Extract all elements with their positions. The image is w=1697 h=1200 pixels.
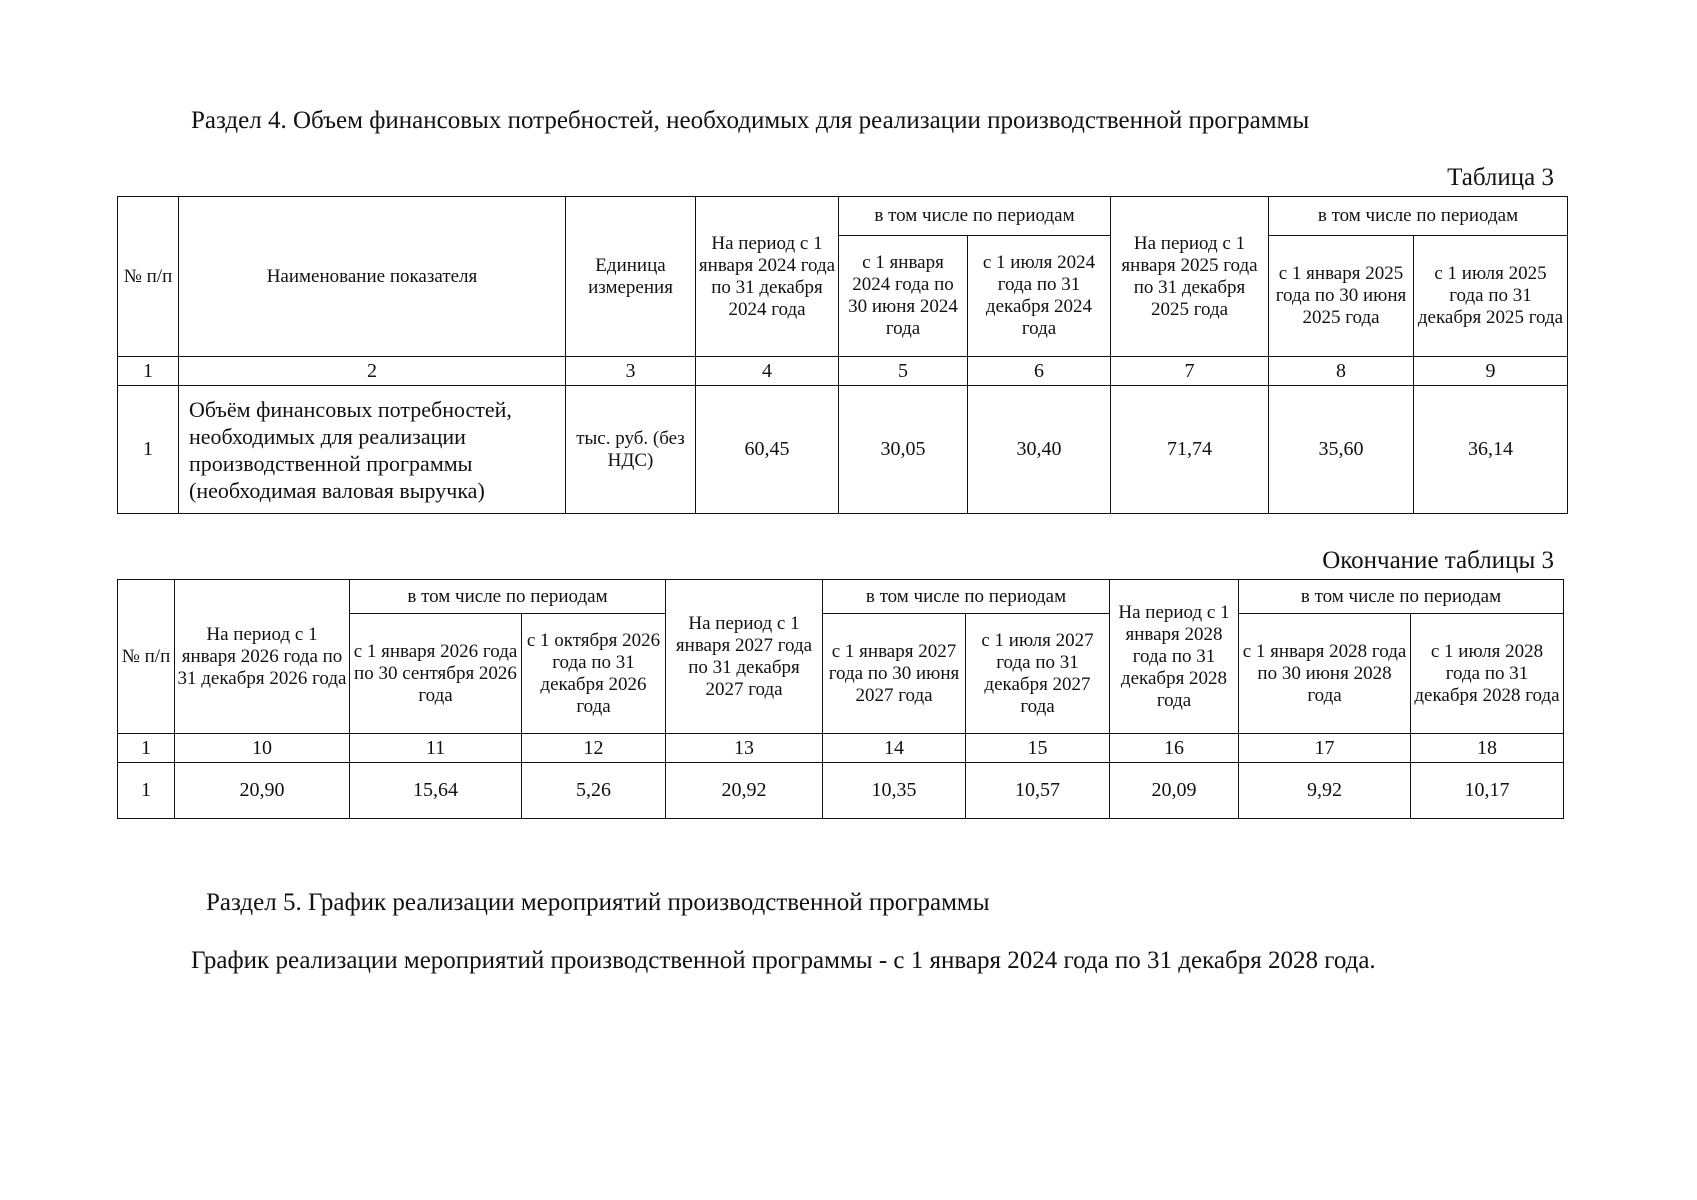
column-number: 8 xyxy=(1269,357,1414,386)
value-2025-h2: 36,14 xyxy=(1414,386,1568,514)
column-number: 1 xyxy=(118,357,179,386)
header-2026-a: с 1 января 2026 года по 30 сентября 2026 года xyxy=(350,614,522,734)
row-number: 1 xyxy=(118,763,175,819)
header-2027-a: с 1 января 2027 года по 30 июня 2027 года xyxy=(823,614,966,734)
value-2028-b: 10,17 xyxy=(1411,763,1564,819)
value-2024-h2: 30,40 xyxy=(968,386,1111,514)
header-num: № п/п xyxy=(118,580,175,734)
row-number: 1 xyxy=(118,386,179,514)
column-number: 9 xyxy=(1414,357,1568,386)
value-2025: 71,74 xyxy=(1111,386,1269,514)
header-2024-h1: с 1 января 2024 года по 30 июня 2024 года xyxy=(839,236,968,357)
value-2026-b: 5,26 xyxy=(522,763,666,819)
column-number: 3 xyxy=(566,357,696,386)
section5-title: Раздел 5. График реализации мероприятий производственной программы xyxy=(206,889,990,916)
column-number: 12 xyxy=(522,734,666,763)
table3-caption: Таблица 3 xyxy=(1447,164,1554,191)
column-number: 18 xyxy=(1411,734,1564,763)
column-number: 15 xyxy=(966,734,1110,763)
header-2027-b: с 1 июля 2027 года по 31 декабря 2027 года xyxy=(966,614,1110,734)
header-name: Наименование показателя xyxy=(179,197,566,357)
header-subperiods-2026: в том числе по периодам xyxy=(350,580,666,614)
value-2024: 60,45 xyxy=(696,386,839,514)
header-2026-b: с 1 октября 2026 года по 31 декабря 2026 года xyxy=(522,614,666,734)
value-2027: 20,92 xyxy=(666,763,823,819)
column-number: 2 xyxy=(179,357,566,386)
section5-text: График реализации мероприятий производственной программы - с 1 января 2024 года по 31 декабря 2028 года. xyxy=(191,947,1376,974)
value-2025-h1: 35,60 xyxy=(1269,386,1414,514)
value-2027-b: 10,57 xyxy=(966,763,1110,819)
column-number: 1 xyxy=(118,734,175,763)
value-2028-a: 9,92 xyxy=(1239,763,1411,819)
column-number: 14 xyxy=(823,734,966,763)
value-2026: 20,90 xyxy=(175,763,350,819)
column-number: 4 xyxy=(696,357,839,386)
indicator-name: Объём финансовых потребностей, необходимых для реализации производственной программы (необходимая валовая выручка) xyxy=(179,386,566,514)
column-number: 16 xyxy=(1110,734,1239,763)
table-3 xyxy=(117,196,1568,514)
table-3-continuation xyxy=(117,579,1564,819)
header-2028-a: с 1 января 2028 года по 30 июня 2028 года xyxy=(1239,614,1411,734)
column-number: 10 xyxy=(175,734,350,763)
unit-value: тыс. руб. (без НДС) xyxy=(566,386,696,514)
value-2027-a: 10,35 xyxy=(823,763,966,819)
header-2025-h2: с 1 июля 2025 года по 31 декабря 2025 года xyxy=(1414,236,1568,357)
value-2024-h1: 30,05 xyxy=(839,386,968,514)
header-subperiods-2028: в том числе по периодам xyxy=(1239,580,1564,614)
header-period-2025: На период с 1 января 2025 года по 31 декабря 2025 года xyxy=(1111,197,1269,357)
table3-end-caption: Окончание таблицы 3 xyxy=(1322,547,1554,574)
column-number: 13 xyxy=(666,734,823,763)
header-num: № п/п xyxy=(118,197,179,357)
section4-title: Раздел 4. Объем финансовых потребностей, необходимых для реализации производственной программы xyxy=(191,107,1310,134)
header-period-2024: На период с 1 января 2024 года по 31 декабря 2024 года xyxy=(696,197,839,357)
header-subperiods-2025: в том числе по периодам xyxy=(1269,197,1568,236)
header-subperiods-2024: в том числе по периодам xyxy=(839,197,1111,236)
header-period-2028: На период с 1 января 2028 года по 31 декабря 2028 года xyxy=(1110,580,1239,734)
header-unit: Единица измерения xyxy=(566,197,696,357)
column-number: 6 xyxy=(968,357,1111,386)
header-2025-h1: с 1 января 2025 года по 30 июня 2025 года xyxy=(1269,236,1414,357)
value-2028: 20,09 xyxy=(1110,763,1239,819)
column-number: 17 xyxy=(1239,734,1411,763)
value-2026-a: 15,64 xyxy=(350,763,522,819)
column-number: 11 xyxy=(350,734,522,763)
column-number: 7 xyxy=(1111,357,1269,386)
column-number: 5 xyxy=(839,357,968,386)
header-2024-h2: с 1 июля 2024 года по 31 декабря 2024 года xyxy=(968,236,1111,357)
header-2028-b: с 1 июля 2028 года по 31 декабря 2028 года xyxy=(1411,614,1564,734)
header-period-2027: На период с 1 января 2027 года по 31 декабря 2027 года xyxy=(666,580,823,734)
header-period-2026: На период с 1 января 2026 года по 31 декабря 2026 года xyxy=(175,580,350,734)
header-subperiods-2027: в том числе по периодам xyxy=(823,580,1110,614)
